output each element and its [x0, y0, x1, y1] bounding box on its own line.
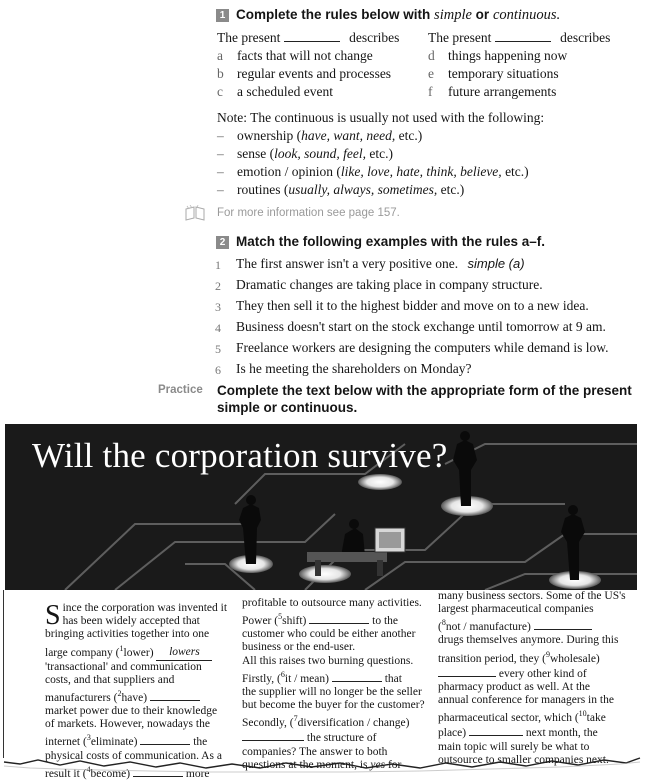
- gap-number: 8: [441, 618, 446, 628]
- rule-e: [428, 66, 559, 82]
- col1-text: large company (: [45, 646, 120, 659]
- col1-line: ince the corporation was invented it: [62, 602, 228, 614]
- col2-italic: yes: [370, 758, 386, 771]
- note-examples: like, love, hate, think, believe,: [340, 164, 502, 179]
- rule-letter: c: [217, 84, 223, 99]
- col2-text: the structure of: [306, 732, 377, 745]
- gap-number: 3: [86, 733, 91, 743]
- example-number: 3: [215, 300, 221, 314]
- gap-blank[interactable]: [309, 613, 369, 624]
- rule-text: a scheduled event: [237, 84, 333, 99]
- rule-letter: f: [428, 84, 433, 99]
- gap-blank[interactable]: [469, 725, 523, 736]
- col1-line: physical costs of communication. As a: [45, 749, 222, 762]
- col2-text: it / mean): [284, 672, 329, 685]
- dash: –: [217, 182, 224, 197]
- col1-line: has been widely accepted that: [62, 615, 200, 628]
- practice-label: Practice: [158, 384, 203, 396]
- gap-number: 1: [119, 643, 124, 653]
- col1-line: market power due to their knowledge: [45, 705, 218, 718]
- task2-number: 2: [216, 236, 229, 249]
- col3-text: take: [586, 712, 606, 725]
- col3-line: annual conference for managers in the: [438, 694, 614, 707]
- example-answer: simple (a): [467, 256, 525, 271]
- col1-text: have): [121, 691, 148, 704]
- gap-number: 5: [278, 612, 283, 622]
- gap-blank[interactable]: [534, 619, 592, 630]
- note-tail: etc.): [398, 128, 423, 143]
- gap-number: 6: [280, 669, 285, 679]
- reference-book-icon: [184, 205, 206, 221]
- note-item-sense: – sense (look, sound, feel, etc.): [217, 146, 393, 161]
- article-column-3: [438, 590, 633, 767]
- example-6: Is he meeting the shareholders on Monday?: [236, 361, 472, 376]
- col1-text: become): [90, 767, 131, 780]
- col2-text: for: [387, 758, 402, 771]
- col3-text: place): [438, 727, 467, 740]
- col1-line: of markets. However, nowadays the: [45, 718, 210, 731]
- rule-b: [217, 66, 391, 82]
- example-1: [236, 256, 525, 272]
- col1-text: result it (: [45, 767, 87, 780]
- rule-text: regular events and processes: [237, 66, 392, 81]
- task1-heading: [236, 7, 560, 24]
- rule-letter: d: [428, 48, 435, 63]
- rule-text: facts that will not change: [237, 48, 373, 63]
- drop-cap: S: [45, 600, 61, 631]
- gap-number: 2: [117, 689, 122, 699]
- article-title: Will the corporation survive?: [32, 436, 448, 475]
- example-number: 4: [215, 321, 221, 335]
- col2-text: questions at the moment, is: [242, 758, 368, 771]
- gap-blank[interactable]: [150, 690, 200, 701]
- note-label: ownership: [237, 128, 294, 143]
- col2-line: All this raises two burning questions.: [242, 654, 414, 667]
- rule-right-header: [428, 30, 610, 46]
- col1-text: eliminate): [90, 736, 138, 749]
- note-tail: etc.): [505, 164, 529, 179]
- rule-letter: a: [217, 48, 223, 63]
- note-intro: Note: The continuous is usually not used with the following:: [217, 110, 545, 125]
- gap-answer[interactable]: lowers: [156, 646, 212, 660]
- torn-paper-left-edge: [3, 590, 4, 758]
- rule-d: [428, 48, 567, 64]
- col2-line: the supplier will no longer be the seller: [242, 685, 422, 698]
- task1-heading-lead: Complete the rules below with: [236, 7, 431, 22]
- col3-text: wholesale): [549, 652, 600, 665]
- rule-left-header: [217, 30, 399, 46]
- dash: –: [217, 164, 224, 179]
- col2-text: Power (: [242, 615, 279, 628]
- gap-blank[interactable]: [242, 730, 304, 741]
- gap-blank[interactable]: [438, 666, 496, 677]
- gap-number: 7: [293, 714, 298, 724]
- col2-line: customer who could be either another: [242, 628, 416, 641]
- col2-text: shift): [282, 615, 307, 628]
- col3-line: drugs themselves anymore. During this: [438, 634, 619, 647]
- col1-line: bringing activities together into one: [45, 628, 210, 641]
- task1-heading-simple: simple: [434, 7, 472, 23]
- col3-line: main topic will surely be what to: [438, 740, 590, 753]
- dash: –: [217, 128, 224, 143]
- gap-number: 10: [578, 709, 587, 719]
- note-item-emotion: – emotion / opinion (like, love, hate, think, believe, etc.): [217, 164, 529, 179]
- note-tail: etc.): [440, 182, 465, 197]
- gap-number: 9: [545, 649, 550, 659]
- rule-text: things happening now: [448, 48, 568, 63]
- col1-text: lower): [123, 646, 154, 659]
- col2-text: that: [384, 672, 402, 685]
- example-3: They then sell it to the highest bidder and move on to a new idea.: [236, 298, 589, 313]
- col2-text: to the: [372, 615, 398, 628]
- rule-f: [428, 84, 556, 100]
- right-blank[interactable]: [495, 31, 551, 42]
- rule-a: [217, 48, 373, 64]
- col2-text: Firstly, (: [242, 672, 281, 685]
- gap-blank[interactable]: [332, 671, 382, 682]
- note-label: routines: [237, 182, 281, 197]
- note-label: sense: [237, 146, 267, 161]
- rule-letter: e: [428, 66, 434, 81]
- col1-line: 'transactional' and communication: [45, 660, 202, 673]
- gap-number: 4: [86, 764, 91, 774]
- col2-text: diversification / change): [297, 717, 410, 730]
- task1-heading-continuous: continuous.: [492, 7, 561, 23]
- col1-text: manufacturers (: [45, 691, 118, 704]
- col3-text: pharmaceutical sector, which (: [438, 712, 579, 725]
- rule-text: future arrangements: [448, 84, 557, 99]
- article-column-2: [242, 597, 432, 772]
- example-number: 5: [215, 342, 221, 356]
- col3-text: next month, the: [525, 727, 598, 740]
- col2-line: companies? The answer to both: [242, 745, 388, 758]
- example-2: Dramatic changes are taking place in company structure.: [236, 277, 543, 292]
- left-lead: The present: [217, 30, 281, 45]
- rule-c: [217, 84, 333, 100]
- left-blank[interactable]: [284, 31, 340, 42]
- col2-line: profitable to outsource many activities.: [242, 597, 422, 609]
- right-lead: The present: [428, 30, 492, 45]
- example-number: 2: [215, 279, 221, 293]
- more-info-link[interactable]: For more information see page 157.: [217, 207, 400, 219]
- task1-heading-or: or: [475, 7, 490, 22]
- rule-text: temporary situations: [448, 66, 559, 81]
- col2-line: but become the buyer for the customer?: [242, 699, 425, 712]
- col1-text: the: [193, 736, 208, 749]
- rule-letter: b: [217, 66, 224, 81]
- example-text: The first answer isn't a very positive one.: [236, 256, 459, 271]
- col3-text: (: [438, 621, 442, 634]
- col1-line: costs, and that suppliers and: [45, 673, 175, 686]
- task1-number: 1: [216, 9, 229, 22]
- dash: –: [217, 146, 224, 161]
- col3-line: pharmacy product as well. At the: [438, 680, 591, 693]
- col1-text: more: [185, 767, 210, 780]
- col3-line: largest pharmaceutical companies: [438, 603, 594, 616]
- gap-blank[interactable]: [140, 734, 190, 745]
- col2-line: business or the end-user.: [242, 641, 356, 654]
- note-examples: look, sound, feel,: [274, 146, 366, 161]
- col3-line: outsource to smaller companies next.: [438, 753, 609, 766]
- col3-line: many business sectors. Some of the US's: [438, 590, 626, 602]
- col2-text: Secondly, (: [242, 717, 294, 730]
- col1-text: internet (: [45, 736, 87, 749]
- note-label: emotion / opinion: [237, 164, 333, 179]
- note-examples: have, want, need,: [301, 128, 396, 143]
- left-tail: describes: [349, 30, 400, 45]
- col3-text: transition period, they (: [438, 652, 546, 665]
- practice-heading-line2: simple or continuous.: [217, 400, 358, 415]
- example-5: Freelance workers are designing the computers while demand is low.: [236, 340, 609, 355]
- practice-heading-line1: Complete the text below with the appropriate form of the present: [217, 383, 632, 398]
- example-number: 1: [215, 258, 221, 272]
- col3-text: not / manufacture): [445, 621, 531, 634]
- example-number: 6: [215, 363, 221, 377]
- task2-heading: Match the following examples with the rules a–f.: [236, 234, 546, 249]
- right-tail: describes: [560, 30, 611, 45]
- example-4: Business doesn't start on the stock exchange until tomorrow at 9 am.: [236, 319, 606, 334]
- note-item-ownership: – ownership (have, want, need, etc.): [217, 128, 423, 143]
- note-tail: etc.): [369, 146, 393, 161]
- col3-text: every other kind of: [498, 667, 587, 680]
- note-item-routines: – routines (usually, always, sometimes, etc.): [217, 182, 465, 197]
- note-examples: usually, always, sometimes,: [288, 182, 438, 197]
